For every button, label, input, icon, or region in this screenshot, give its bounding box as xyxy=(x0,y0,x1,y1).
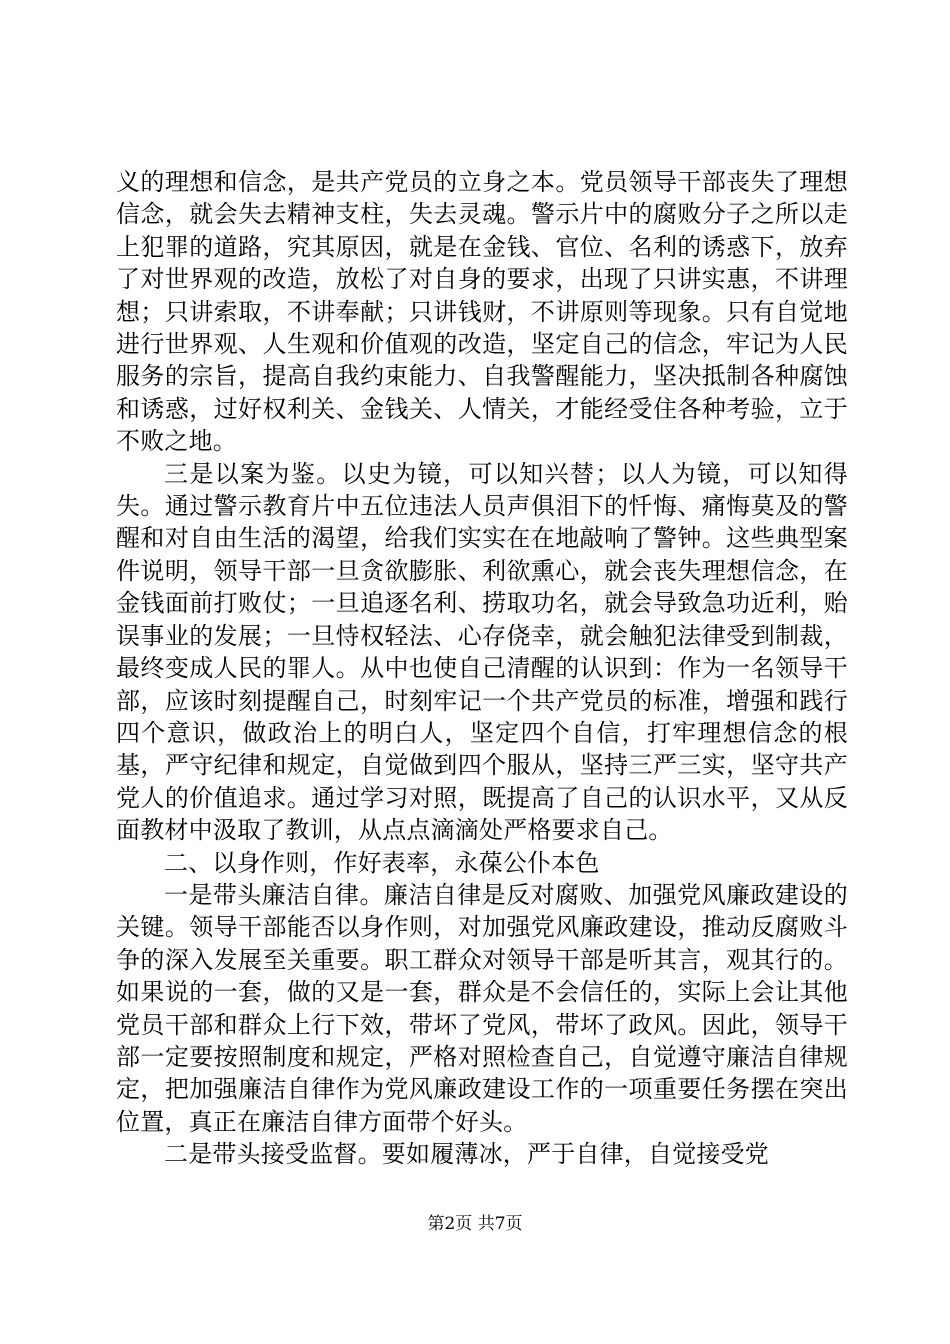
paragraph-integrity-self-discipline: 一是带头廉洁自律。廉洁自律是反对腐败、加强党风廉政建设的关键。领导干部能否以身作则，对加强党风廉政建设，推动反腐败斗争的深入发展至关重要。职工群众对领导干部是听其言，观其行的。如果说的一套，做的又是一套，群众是不会信任的，实际上会让其他党员干部和群众上行下效，带坏了党风，带坏了政风。因此，领导干部一定要按照制度和规定，严格对照检查自己，自觉遵守廉洁自律规定，把加强廉洁自律作为党风廉政建设工作的一项重要任务摆在突出位置，真正在廉洁自律方面带个好头。 xyxy=(116,880,848,1136)
section-heading-lead-by-example: 二、以身作则，作好表率，永葆公仆本色 xyxy=(164,848,600,877)
paragraph-case-lessons: 三是以案为鉴。以史为镜，可以知兴替；以人为镜，可以知得失。通过警示教育片中五位违法人员声俱泪下的忏悔、痛悔莫及的警醒和对自由生活的渴望，给我们实实在在地敲响了警钟。这些典型案件说明，领导干部一旦贪欲膨胀、利欲熏心，就会丧失理想信念，在金钱面前打败仗；一旦追逐名利、捞取功名，就会导致急功近利，贻误事业的发展；一旦恃权轻法、心存侥幸，就会触犯法律受到制裁，最终变成人民的罪人。从中也使自己清醒的认识到：作为一名领导干部，应该时刻提醒自己，时刻牢记一个共产党员的标准，增强和践行四个意识，做政治上的明白人，坚定四个自信，打牢理想信念的根基，严守纪律和规定，自觉做到四个服从，坚持三严三实，坚守共产党人的价值追求。通过学习对照，既提高了自己的认识水平，又从反面教材中汲取了教训，从点点滴滴处严格要求自己。 xyxy=(116,459,848,845)
paragraph-ideals-conclusion: 义的理想和信念，是共产党员的立身之本。党员领导干部丧失了理想信念，就会失去精神支柱，失去灵魂。警示片中的腐败分子之所以走上犯罪的道路，究其原因，就是在金钱、官位、名利的诱惑下，放弃了对世界观的改造，放松了对自身的要求，出现了只讲实惠，不讲理想；只讲索取，不讲奉献；只讲钱财，不讲原则等现象。只有自觉地进行世界观、人生观和价值观的改造，坚定自己的信念，牢记为人民服务的宗旨，提高自我约束能力、自我警醒能力，坚决抵制各种腐蚀和诱惑，过好权利关、金钱关、人情关，才能经受住各种考验，立于不败之地。 xyxy=(116,168,848,456)
page-number-footer: 第2页 共7页 xyxy=(427,1214,523,1234)
paragraph-accept-supervision: 二是带头接受监督。要如履薄冰，严于自律，自觉接受党 xyxy=(164,1140,769,1169)
document-body xyxy=(116,166,848,1171)
